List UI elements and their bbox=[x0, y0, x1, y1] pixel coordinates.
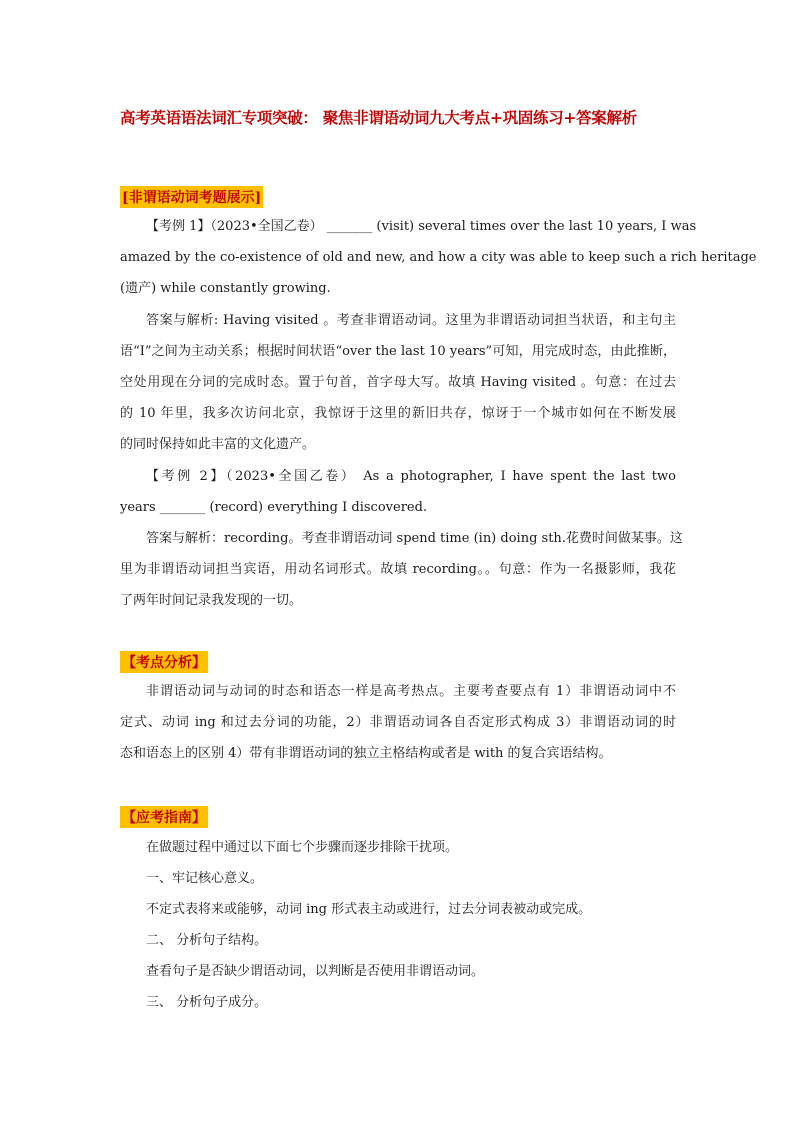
example1-line2: amazed by the co-existence of old and new, and how a city was able to keep such a rich heritage bbox=[120, 250, 757, 265]
section-label-exam-examples: [非谓语动词考题展示] bbox=[120, 186, 263, 208]
analysis-line3: 态和语态上的区别 4）带有非谓语动词的独立主格结构或者是 with 的复合宾语结构。 bbox=[120, 746, 612, 761]
answer1-line4: 的 10 年里，我多次访问北京，我惊讶于这里的新旧共存，惊讶于一个城市如何在不断发展 bbox=[120, 406, 676, 421]
guide-step3-title: 三、 分析句子成分。 bbox=[146, 995, 268, 1010]
answer2-line2: 里为非谓语动词担当宾语，用动名词形式。故填 recording。。句意：作为一名摄影师，我花 bbox=[120, 562, 676, 577]
section-label-analysis: 【考点分析】 bbox=[120, 651, 208, 673]
example2-line1: 【考例 2】（2023•全国乙卷） As a photographer, I have spent the last two bbox=[146, 469, 676, 484]
example2-line2: years _______ (record) everything I discovered. bbox=[120, 500, 428, 515]
guide-step1-text: 不定式表将来或能够，动词 ing 形式表主动或进行，过去分词表被动或完成。 bbox=[146, 902, 592, 917]
answer2-line1: 答案与解析：recording。考查非谓语动词 spend time (in) doing sth.花费时间做某事。这 bbox=[146, 531, 683, 546]
answer1-line1: 答案与解析: Having visited 。考查非谓语动词。这里为非谓语动词担当状语，和主句主 bbox=[146, 313, 676, 328]
answer1-line2: 语“I”之间为主动关系；根据时间状语“over the last 10 years”可知，用完成时态，由此推断， bbox=[120, 344, 676, 359]
example1-line1: 【考例 1】（2023•全国乙卷） _______ (visit) several times over the last 10 years, I was bbox=[146, 219, 697, 234]
analysis-line1: 非谓语动词与动词的时态和语态一样是高考热点。主要考查要点有 1）非谓语动词中不 bbox=[146, 684, 676, 699]
guide-step1-title: 一、牢记核心意义。 bbox=[146, 871, 264, 886]
guide-intro: 在做题过程中通过以下面七个步骤而逐步排除干扰项。 bbox=[146, 840, 459, 855]
document-title: 高考英语语法词汇专项突破： 聚焦非谓语动词九大考点+巩固练习+答案解析 bbox=[120, 108, 637, 127]
answer2-line3: 了两年时间记录我发现的一切。 bbox=[120, 593, 303, 608]
example1-line3: (遗产) while constantly growing. bbox=[120, 281, 331, 296]
guide-step2-title: 二、 分析句子结构。 bbox=[146, 933, 268, 948]
analysis-line2: 定式、动词 ing 和过去分词的功能，2）非谓语动词各自否定形式构成 3）非谓语动词的时 bbox=[120, 715, 676, 730]
answer1-line3: 空处用现在分词的完成时态。置于句首，首字母大写。故填 Having visited 。句意：在过去 bbox=[120, 375, 676, 390]
guide-step2-text: 查看句子是否缺少谓语动词，以判断是否使用非谓语动词。 bbox=[146, 964, 485, 979]
section-label-guide: 【应考指南】 bbox=[120, 806, 208, 828]
answer1-line5: 的同时保持如此丰富的文化遗产。 bbox=[120, 437, 316, 452]
